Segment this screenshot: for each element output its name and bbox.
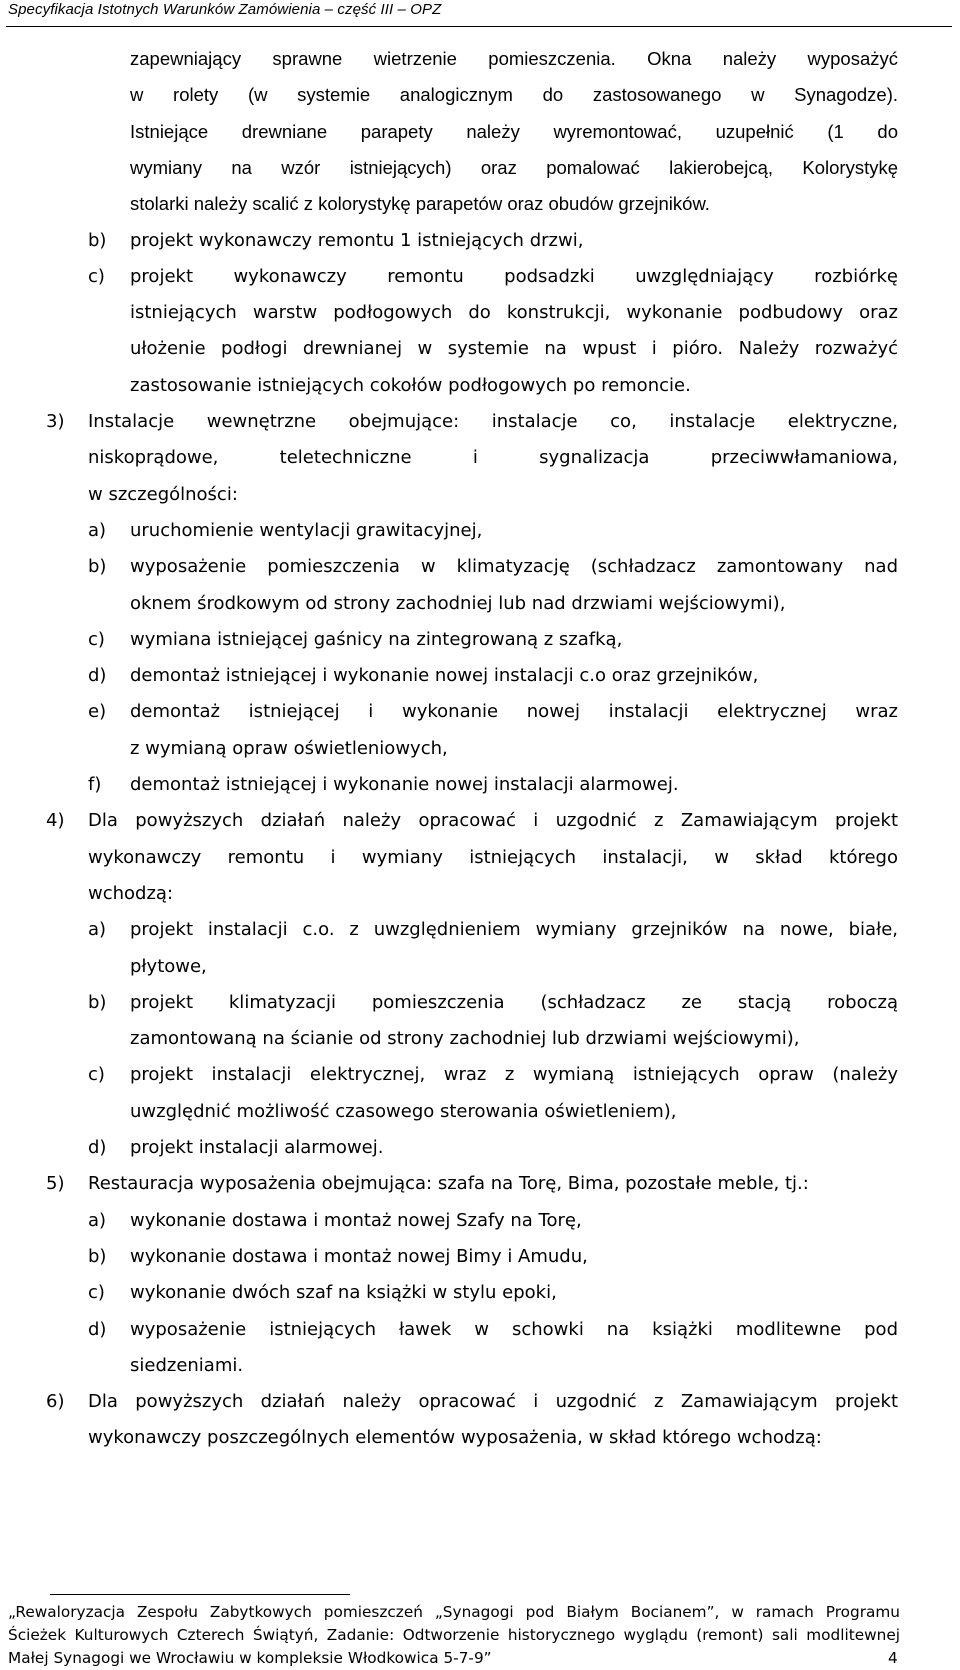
section-text: Instalacje wewnętrzne obejmujące: instalacje co, instalacje elektryczne, xyxy=(88,411,898,432)
list-item-text: projekt klimatyzacji pomieszczenia (schładzacz ze stacją roboczą xyxy=(130,991,898,1013)
list-item-text: z wymianą opraw oświetleniowych, xyxy=(130,737,448,759)
list-item-text: demontaż istniejącej i wykonanie nowej instalacji alarmowej. xyxy=(130,774,679,795)
list-item-marker: c) xyxy=(88,1064,105,1086)
list-item-text: projekt instalacji alarmowej. xyxy=(130,1137,384,1158)
paragraph-line: Istniejące drewniane parapety należy wyremontować, uzupełnić (1 do xyxy=(130,120,898,142)
list-item-marker: f) xyxy=(88,774,102,795)
list-item-text: projekt instalacji elektrycznej, wraz z wymianą istniejących opraw (należy xyxy=(130,1064,898,1086)
list-item-text: wymiana istniejącej gaśnicy na zintegrowaną z szafką, xyxy=(130,628,623,650)
list-item-text: zastosowanie istniejących cokołów podłogowych po remoncie. xyxy=(130,374,691,396)
list-item-text: uwzględnić możliwość czasowego sterowania oświetleniem), xyxy=(130,1100,677,1122)
list-item-text: projekt wykonawczy remontu podsadzki uwzględniający rozbiórkę xyxy=(130,265,898,287)
list-item-text: demontaż istniejącej i wykonanie nowej instalacji elektrycznej wraz xyxy=(130,701,898,723)
list-item-marker: c) xyxy=(88,628,105,650)
list-item-text: demontaż istniejącej i wykonanie nowej instalacji c.o oraz grzejników, xyxy=(130,665,759,687)
section-text: niskoprądowe, teletechniczne i sygnalizacja przeciwwłamaniowa, xyxy=(88,447,898,469)
list-item-text: wyposażenie istniejących ławek w schowki na książki modlitewne pod xyxy=(130,1318,898,1340)
page-number: 4 xyxy=(888,1649,898,1667)
list-item-marker: a) xyxy=(88,1209,107,1231)
list-item-text: wykonanie dostawa i montaż nowej Szafy na Torę, xyxy=(130,1209,582,1231)
list-item-text: wyposażenie pomieszczenia w klimatyzację (schładzacz zamontowany nad xyxy=(130,556,898,578)
list-item-marker: c) xyxy=(88,265,105,287)
paragraph-line: wymiany na wzór istniejących) oraz pomalować lakierobejcą, Kolorystykę xyxy=(130,156,898,178)
list-item-text: zamontowaną na ścianie od strony zachodniej lub drzwiami wejściowymi), xyxy=(130,1028,800,1050)
list-item-text: wykonanie dwóch szaf na książki w stylu epoki, xyxy=(130,1282,557,1304)
section-text: Dla powyższych działań należy opracować i uzgodnić z Zamawiającym projekt xyxy=(88,1391,898,1413)
list-item-marker: c) xyxy=(88,1282,105,1304)
list-item-text: projekt instalacji c.o. z uwzględnieniem wymiany grzejników na nowe, białe, xyxy=(130,919,898,941)
list-item-text: istniejących warstw podłogowych do konstrukcji, wykonanie podbudowy oraz xyxy=(130,302,898,324)
list-item-marker: d) xyxy=(88,1318,107,1340)
list-item-text: siedzeniami. xyxy=(130,1354,244,1376)
list-item-marker: e) xyxy=(88,701,107,723)
section-text: Dla powyższych działań należy opracować i uzgodnić z Zamawiającym projekt xyxy=(88,810,898,832)
list-item-marker: b) xyxy=(88,229,107,251)
list-item-text: uruchomienie wentylacji grawitacyjnej, xyxy=(130,519,483,541)
list-item-marker: b) xyxy=(88,556,107,578)
list-item-text: płytowe, xyxy=(130,955,207,977)
section-marker: 6) xyxy=(46,1391,65,1413)
list-item-marker: b) xyxy=(88,1245,107,1267)
list-item-marker: a) xyxy=(88,919,107,941)
list-item-marker: d) xyxy=(88,665,107,687)
section-text: wchodzą: xyxy=(88,882,174,904)
section-marker: 4) xyxy=(46,810,65,832)
footer-line: Ścieżek Kulturowych Czterech Świątyń, Zadanie: Odtworzenie historycznego wyglądu (remont) sali modlitewnej xyxy=(8,1626,900,1644)
footer-rule xyxy=(50,1594,350,1595)
list-item-marker: b) xyxy=(88,991,107,1013)
section-text: Restauracja wyposażenia obejmująca: szafa na Torę, Bima, pozostałe meble, tj.: xyxy=(88,1173,809,1195)
paragraph-line: w rolety (w systemie analogicznym do zastosowanego w Synagodze). xyxy=(130,84,898,106)
list-item-marker: d) xyxy=(88,1137,107,1158)
section-marker: 5) xyxy=(46,1173,65,1195)
footer-line: „Rewaloryzacja Zespołu Zabytkowych pomieszczeń „Synagogi pod Białym Bocianem”, w ramach Programu xyxy=(8,1603,900,1621)
page-header xyxy=(6,0,952,27)
footer-line: Małej Synagogi we Wrocławiu w kompleksie Włodkowica 5-7-9” xyxy=(8,1649,492,1667)
list-item-text: wykonanie dostawa i montaż nowej Bimy i Amudu, xyxy=(130,1245,588,1267)
list-item-text: projekt wykonawczy remontu 1 istniejących drzwi, xyxy=(130,229,584,251)
list-item-text: oknem środkowym od strony zachodniej lub nad drzwiami wejściowymi), xyxy=(130,592,786,614)
header-title: Specyfikacja Istotnych Warunków Zamówienia – część III – OPZ xyxy=(8,1,442,18)
section-text: wykonawczy remontu i wymiany istniejących instalacji, w skład którego xyxy=(88,846,898,868)
list-item-marker: a) xyxy=(88,519,107,541)
paragraph-line: zapewniający sprawne wietrzenie pomieszczenia. Okna należy wyposażyć xyxy=(130,48,898,69)
list-item-text: ułożenie podłogi drewnianej w systemie na wpust i pióro. Należy rozważyć xyxy=(130,338,898,360)
paragraph-line: stolarki należy scalić z kolorystykę parapetów oraz obudów grzejników. xyxy=(130,193,710,215)
section-text: wykonawczy poszczególnych elementów wyposażenia, w skład którego wchodzą: xyxy=(88,1427,822,1449)
section-text: w szczególności: xyxy=(88,483,238,505)
section-marker: 3) xyxy=(46,411,65,432)
